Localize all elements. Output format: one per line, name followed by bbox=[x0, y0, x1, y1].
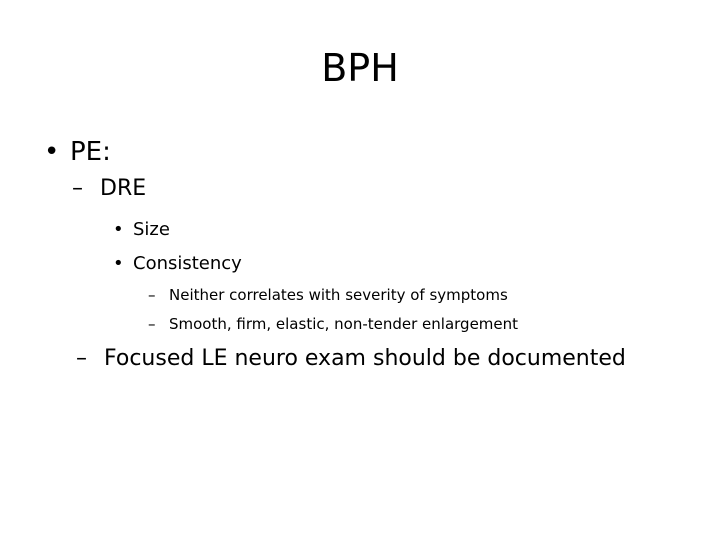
bullet-level2-neuro-exam bbox=[76, 345, 626, 373]
bullet-level2-dre bbox=[72, 175, 146, 203]
slide-title: BPH bbox=[321, 46, 399, 90]
bullet-text: DRE bbox=[100, 176, 147, 201]
bullet-level4-smooth-firm bbox=[148, 314, 518, 334]
bullet-text: Neither correlates with severity of symptoms bbox=[169, 286, 508, 304]
bullet-marker: • bbox=[44, 137, 60, 167]
bullet-text: Size bbox=[133, 219, 170, 240]
bullet-marker: • bbox=[113, 219, 124, 240]
dash-marker: – bbox=[148, 286, 156, 304]
bullet-marker: • bbox=[113, 253, 124, 274]
bullet-text: Smooth, firm, elastic, non-tender enlargement bbox=[169, 315, 519, 333]
bullet-level1-pe bbox=[44, 136, 111, 168]
dash-marker: – bbox=[72, 176, 83, 201]
bullet-level3-consistency bbox=[113, 252, 242, 276]
bullet-text: PE: bbox=[70, 137, 111, 167]
bullet-text: Consistency bbox=[133, 253, 242, 274]
dash-marker: – bbox=[76, 346, 87, 371]
bullet-level3-size bbox=[113, 218, 170, 242]
bullet-text: Focused LE neuro exam should be documented bbox=[104, 346, 626, 371]
dash-marker: – bbox=[148, 315, 156, 333]
bullet-level4-neither-correlates bbox=[148, 285, 508, 305]
